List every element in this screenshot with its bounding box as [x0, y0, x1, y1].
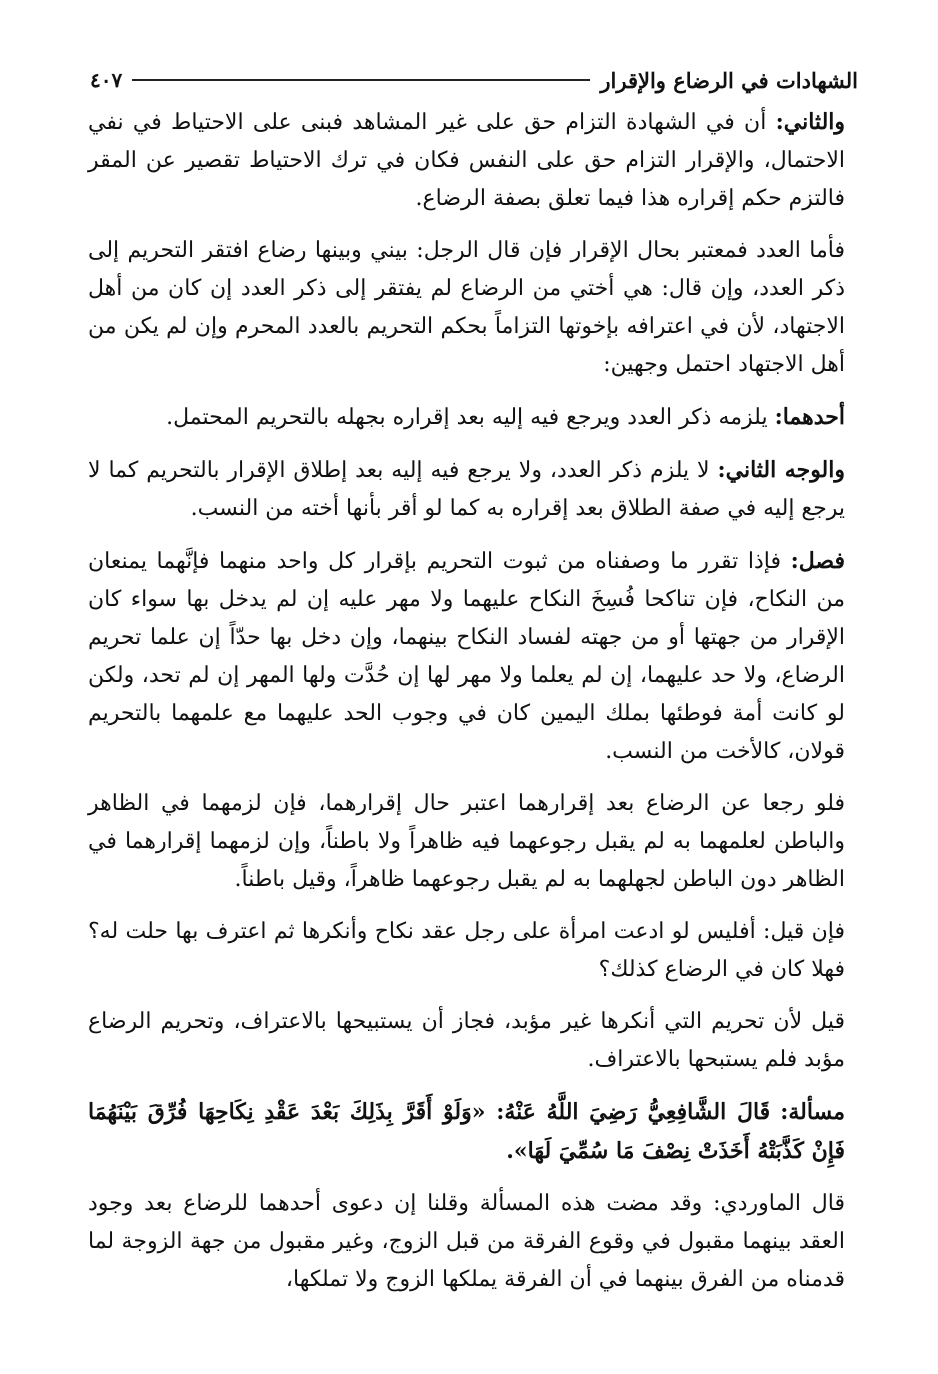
paragraph-text: فلو رجعا عن الرضاع بعد إقرارهما اعتبر حال إقرارهما، فإن لزمهما في الظاهر والباطن لعلمهما به لم يقبل رجوعهما فيه ظاهراً ولا باطناً، وإن لزمهما إقرارهما في الظاهر دون الباطن لجهلهما به لم يقبل رجوعهما ظاهراً، وقيل باطناً. [88, 791, 845, 892]
paragraph-lead: أحدهما: [774, 404, 845, 430]
paragraph-lead: والوجه الثاني: [717, 457, 845, 483]
paragraph [88, 542, 845, 771]
paragraph [88, 1185, 845, 1299]
paragraph-lead: مسألة: [780, 1099, 845, 1125]
paragraph-text: يلزمه ذكر العدد ويرجع فيه إليه بعد إقراره بجهله بالتحريم المحتمل. [166, 405, 768, 430]
paragraph-lead: فصل: [790, 548, 845, 574]
paragraph [88, 398, 845, 437]
paragraph-text: قيل لأن تحريم التي أنكرها غير مؤبد، فجاز أن يستبيحها بالاعتراف، وتحريم الرضاع مؤبد فلم يستبحها بالاعتراف. [88, 1009, 845, 1072]
page-header [90, 60, 858, 100]
paragraph [88, 913, 845, 989]
paragraph [88, 451, 845, 528]
paragraph-text: فإن قيل: أفليس لو ادعت امرأة على رجل عقد نكاح وأنكرها ثم اعترف بها حلت له؟ فهلا كان في الرضاع كذلك؟ [88, 919, 845, 982]
paragraph-text: أن في الشهادة التزام حق على غير المشاهد فبنى على الاحتياط في نفي الاحتمال، والإقرار التزام حق على النفس فكان في ترك الاحتياط تقصير عن المقر فالتزم حكم إقراره هذا فيما تعلق بصفة الرضاع. [88, 110, 845, 211]
paragraph-text: فأما العدد فمعتبر بحال الإقرار فإن قال الرجل: بيني وبينها رضاع افتقر التحريم إلى ذكر العدد، وإن قال: هي أختي من الرضاع لم يفتقر إلى ذكر العدد إن كان من أهل الاجتهاد، لأن في اعترافه بإخوتها التزاماً بحكم التحريم بالعدد المحرم وإن لم يكن من أهل الاجتهاد احتمل وجهين: [88, 238, 845, 377]
page-number: ٤٠٧ [90, 68, 123, 92]
paragraph-text: لا يلزم ذكر العدد، ولا يرجع فيه إليه بعد إطلاق الإقرار بالتحريم كما لا يرجع إليه في صفة الطلاق بعد إقراره به كما لو أقر بأنها أخته من النسب. [88, 458, 845, 521]
paragraph [88, 785, 845, 899]
paragraph-text: قال الماوردي: وقد مضت هذه المسألة وقلنا إن دعوى أحدهما للرضاع بعد وجود العقد بينهما مقبول في وقوع الفرقة من قبل الزوج، وغير مقبول من جهة الزوجة لما قدمناه من الفرق بينهما في أن الفرقة يملكها الزوج ولا تملكها، [88, 1191, 845, 1292]
header-rule [132, 79, 590, 81]
paragraph [88, 103, 845, 218]
paragraph [88, 1003, 845, 1079]
running-title: الشهادات في الرضاع والإقرار [600, 67, 858, 93]
paragraph-text: قَالَ الشَّافِعِيُّ رَضِيَ اللَّهُ عَنْهُ: «وَلَوْ أَقَرَّ بِذَلِكَ بَعْدَ عَقْدِ نِكَاحِهَا فُرِّقَ بَيْنَهُمَا فَإِنْ كَذَّبَتْهُ أَخَذَتْ نِصْفَ مَا سُمِّيَ لَهَا». [88, 1099, 845, 1164]
paragraph [88, 1093, 845, 1171]
paragraph [88, 232, 845, 384]
paragraph-lead: والثاني: [775, 109, 846, 135]
paragraph-text: فإذا تقرر ما وصفناه من ثبوت التحريم بإقرار كل واحد منهما فإنَّهما يمنعان من النكاح، فإن تناكحا فُسِخَ النكاح عليهما ولا مهر عليه إن لم يدخل بها سواء كان الإقرار من جهتها أو من جهته لفساد النكاح بينهما، وإن دخل بها حدّاً إن علما تحريم الرضاع، ولا حد عليهما، إن لم يعلما ولا مهر لها إن حُدَّت ولها المهر إن لم تحد، ولكن لو كانت أمة فوطئها بملك اليمين كان في وجوب الحد عليهما مع علمهما بالتحريم قولان، كالأخت من النسب. [88, 549, 845, 764]
page-body [88, 103, 845, 1313]
